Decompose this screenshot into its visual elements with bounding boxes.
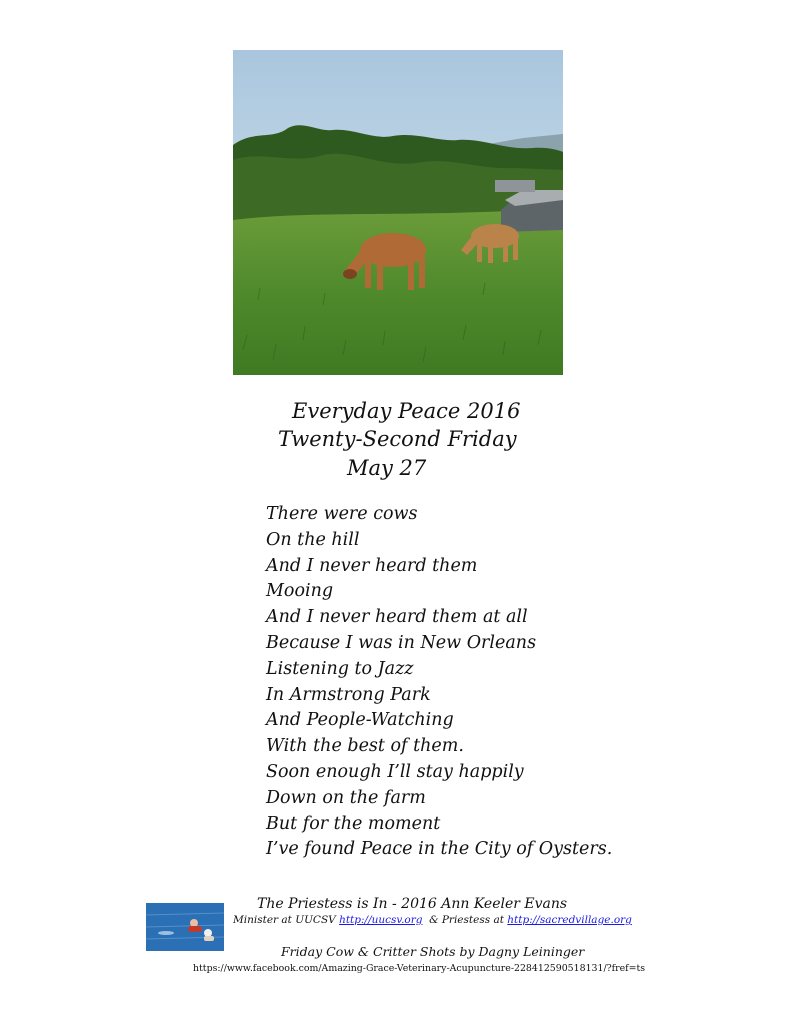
- poem-line: In Armstrong Park: [266, 684, 431, 705]
- footer-minister-text: Minister at UUCSV: [233, 914, 340, 926]
- footer-priestess-text: & Priestess at: [422, 914, 508, 926]
- page-date: May 27: [347, 456, 427, 480]
- page-subtitle: Twenty-Second Friday: [278, 427, 517, 451]
- poem-line: But for the moment: [266, 813, 441, 834]
- poem-line: There were cows: [266, 504, 418, 524]
- poem-line: Down on the farm: [266, 787, 426, 808]
- poem-line: Mooing: [266, 581, 334, 602]
- cows-grazing-photo: [233, 50, 563, 375]
- poem-line: And I never heard them: [266, 555, 478, 576]
- photo-credit: Friday Cow & Critter Shots by Dagny Leininger: [281, 944, 585, 959]
- swimmer-photo: [146, 903, 224, 951]
- poem-line: I’ve found Peace in the City of Oysters.: [266, 839, 613, 860]
- footer-links: [233, 914, 632, 926]
- poem-line: Soon enough I’ll stay happily: [266, 761, 524, 782]
- poem-line: And I never heard them at all: [266, 607, 528, 628]
- poem-line: On the hill: [266, 529, 360, 550]
- sacredvillage-link[interactable]: http://sacredvillage.org: [507, 914, 632, 926]
- poem-line: With the best of them.: [266, 736, 464, 757]
- facebook-url: https://www.facebook.com/Amazing-Grace-Veterinary-Acupuncture-228412590518131/?fref=ts: [193, 963, 646, 974]
- poem-line: Listening to Jazz: [266, 658, 414, 679]
- footer-credit: The Priestess is In - 2016 Ann Keeler Evans: [257, 896, 568, 912]
- poem: [266, 502, 612, 863]
- poem-line: And People-Watching: [266, 710, 454, 731]
- page-title: Everyday Peace 2016: [292, 399, 521, 423]
- uucsv-link[interactable]: http://uucsv.org: [339, 914, 423, 926]
- poem-line: Because I was in New Orleans: [266, 632, 537, 653]
